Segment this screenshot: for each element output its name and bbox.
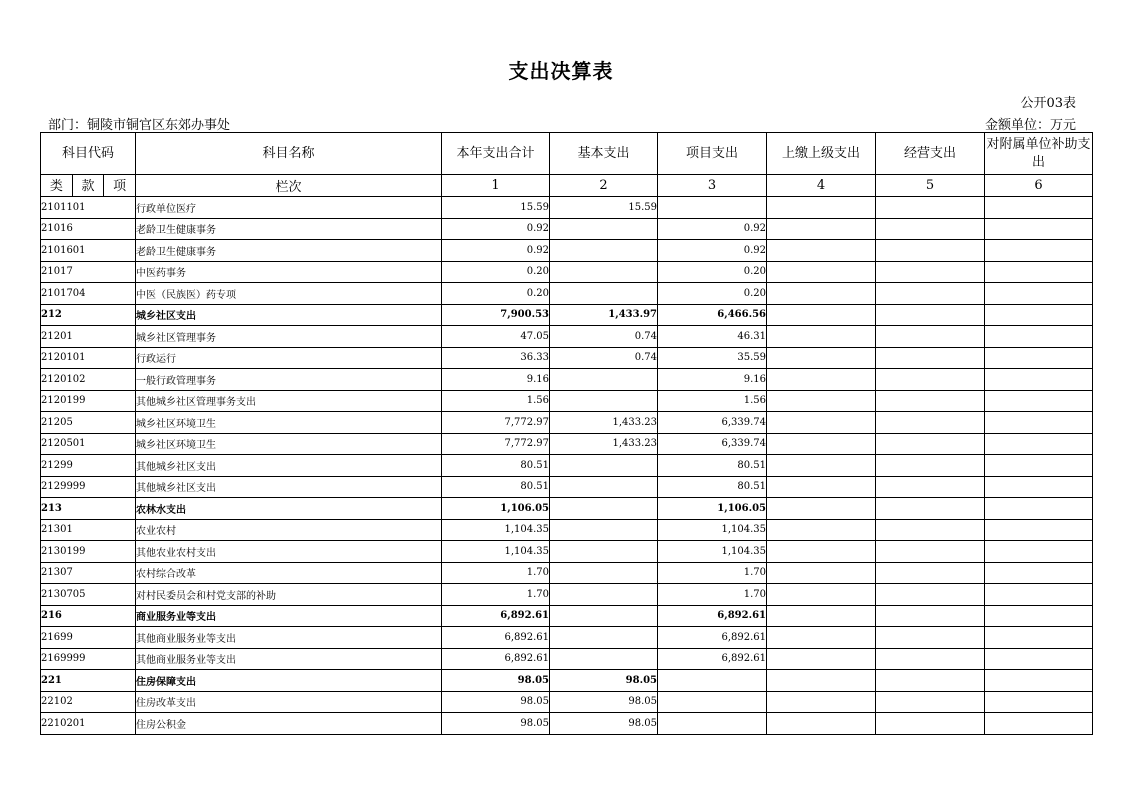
cell-basic xyxy=(550,369,658,391)
cell-project: 35.59 xyxy=(658,347,767,369)
cell-total: 47.05 xyxy=(442,326,550,348)
expenditure-table xyxy=(40,132,1093,735)
cell-upper xyxy=(767,261,876,283)
col-header-basic: 基本支出 xyxy=(550,133,658,175)
table-row xyxy=(41,648,1093,670)
cell-name: 其他城乡社区支出 xyxy=(136,455,442,477)
column-index-row xyxy=(41,175,1093,197)
cell-subsidy xyxy=(985,455,1093,477)
cell-subsidy xyxy=(985,433,1093,455)
table-row xyxy=(41,240,1093,262)
col-index-4: 4 xyxy=(767,175,876,197)
cell-code: 22102 xyxy=(41,691,136,713)
cell-name: 其他农业农村支出 xyxy=(136,541,442,563)
cell-subsidy xyxy=(985,605,1093,627)
cell-name: 农业农村 xyxy=(136,519,442,541)
cell-subsidy xyxy=(985,240,1093,262)
cell-code: 216 xyxy=(41,605,136,627)
cell-total: 98.05 xyxy=(442,691,550,713)
cell-project: 1.56 xyxy=(658,390,767,412)
cell-name: 行政单位医疗 xyxy=(136,197,442,219)
cell-project: 80.51 xyxy=(658,455,767,477)
cell-code: 221 xyxy=(41,670,136,692)
cell-basic: 0.74 xyxy=(550,326,658,348)
cell-name: 商业服务业等支出 xyxy=(136,605,442,627)
cell-business xyxy=(876,627,985,649)
cell-business xyxy=(876,476,985,498)
table-row xyxy=(41,218,1093,240)
cell-subsidy xyxy=(985,691,1093,713)
cell-subsidy xyxy=(985,541,1093,563)
cell-subsidy xyxy=(985,713,1093,735)
cell-name: 城乡社区环境卫生 xyxy=(136,433,442,455)
cell-business xyxy=(876,541,985,563)
cell-code: 2101601 xyxy=(41,240,136,262)
cell-basic: 98.05 xyxy=(550,670,658,692)
cell-subsidy xyxy=(985,304,1093,326)
cell-business xyxy=(876,326,985,348)
cell-code: 2130199 xyxy=(41,541,136,563)
cell-total: 9.16 xyxy=(442,369,550,391)
cell-project xyxy=(658,197,767,219)
cell-business xyxy=(876,498,985,520)
cell-name: 其他商业服务业等支出 xyxy=(136,627,442,649)
cell-code: 2210201 xyxy=(41,713,136,735)
cell-subsidy xyxy=(985,476,1093,498)
table-row xyxy=(41,347,1093,369)
cell-upper xyxy=(767,433,876,455)
cell-upper xyxy=(767,648,876,670)
cell-project: 0.20 xyxy=(658,261,767,283)
cell-project xyxy=(658,691,767,713)
cell-project: 1,104.35 xyxy=(658,541,767,563)
cell-code: 2120101 xyxy=(41,347,136,369)
cell-business xyxy=(876,390,985,412)
department-label: 部门：铜陵市铜官区东郊办事处 xyxy=(48,118,231,133)
cell-project: 1.70 xyxy=(658,562,767,584)
lei-kuan-xiang-cell xyxy=(41,175,136,197)
cell-basic: 98.05 xyxy=(550,691,658,713)
cell-business xyxy=(876,240,985,262)
cell-basic xyxy=(550,648,658,670)
cell-code: 213 xyxy=(41,498,136,520)
cell-basic xyxy=(550,476,658,498)
cell-upper xyxy=(767,541,876,563)
cell-project: 0.92 xyxy=(658,218,767,240)
cell-upper xyxy=(767,455,876,477)
cell-subsidy xyxy=(985,347,1093,369)
cell-basic: 1,433.97 xyxy=(550,304,658,326)
table-row xyxy=(41,541,1093,563)
col-header-upper: 上缴上级支出 xyxy=(767,133,876,175)
cell-business xyxy=(876,670,985,692)
table-row xyxy=(41,326,1093,348)
cell-upper xyxy=(767,197,876,219)
cell-code: 21307 xyxy=(41,562,136,584)
cell-project: 6,466.56 xyxy=(658,304,767,326)
cell-basic xyxy=(550,584,658,606)
cell-name: 一般行政管理事务 xyxy=(136,369,442,391)
cell-project: 6,339.74 xyxy=(658,433,767,455)
cell-upper xyxy=(767,390,876,412)
cell-basic xyxy=(550,218,658,240)
table-row xyxy=(41,455,1093,477)
cell-subsidy xyxy=(985,498,1093,520)
cell-upper xyxy=(767,519,876,541)
cell-business xyxy=(876,197,985,219)
cell-upper xyxy=(767,713,876,735)
cell-total: 6,892.61 xyxy=(442,605,550,627)
cell-name: 城乡社区环境卫生 xyxy=(136,412,442,434)
cell-name: 城乡社区支出 xyxy=(136,304,442,326)
cell-total: 6,892.61 xyxy=(442,648,550,670)
cell-upper xyxy=(767,218,876,240)
xiang-label: 项 xyxy=(103,175,135,196)
cell-business xyxy=(876,562,985,584)
cell-upper xyxy=(767,476,876,498)
table-row xyxy=(41,390,1093,412)
cell-upper xyxy=(767,562,876,584)
cell-code: 21699 xyxy=(41,627,136,649)
cell-name: 住房公积金 xyxy=(136,713,442,735)
cell-name: 对村民委员会和村党支部的补助 xyxy=(136,584,442,606)
cell-total: 1,104.35 xyxy=(442,519,550,541)
cell-code: 2169999 xyxy=(41,648,136,670)
cell-project: 80.51 xyxy=(658,476,767,498)
cell-business xyxy=(876,304,985,326)
cell-code: 21016 xyxy=(41,218,136,240)
cell-subsidy xyxy=(985,519,1093,541)
cell-basic: 1,433.23 xyxy=(550,433,658,455)
col-header-business: 经营支出 xyxy=(876,133,985,175)
cell-upper xyxy=(767,584,876,606)
cell-total: 1.70 xyxy=(442,562,550,584)
col-header-code: 科目代码 xyxy=(41,133,136,175)
cell-business xyxy=(876,584,985,606)
table-row xyxy=(41,476,1093,498)
cell-code: 21205 xyxy=(41,412,136,434)
cell-name: 行政运行 xyxy=(136,347,442,369)
page-title: 支出决算表 xyxy=(508,59,614,83)
cell-basic xyxy=(550,541,658,563)
cell-basic xyxy=(550,519,658,541)
cell-basic xyxy=(550,455,658,477)
cell-business xyxy=(876,648,985,670)
cell-project: 6,339.74 xyxy=(658,412,767,434)
col-index-1: 1 xyxy=(442,175,550,197)
col-index-6: 6 xyxy=(985,175,1093,197)
cell-code: 2130705 xyxy=(41,584,136,606)
cell-subsidy xyxy=(985,369,1093,391)
cell-basic xyxy=(550,498,658,520)
cell-project: 9.16 xyxy=(658,369,767,391)
cell-total: 0.20 xyxy=(442,283,550,305)
cell-upper xyxy=(767,498,876,520)
header-row xyxy=(41,133,1093,175)
table-row xyxy=(41,412,1093,434)
cell-business xyxy=(876,218,985,240)
cell-total: 80.51 xyxy=(442,455,550,477)
cell-basic: 15.59 xyxy=(550,197,658,219)
cell-basic: 98.05 xyxy=(550,713,658,735)
cell-total: 1,104.35 xyxy=(442,541,550,563)
cell-basic: 0.74 xyxy=(550,347,658,369)
cell-subsidy xyxy=(985,670,1093,692)
cell-project xyxy=(658,670,767,692)
table-row xyxy=(41,562,1093,584)
cell-code: 2101101 xyxy=(41,197,136,219)
table-row xyxy=(41,498,1093,520)
cell-upper xyxy=(767,304,876,326)
cell-subsidy xyxy=(985,218,1093,240)
cell-total: 7,772.97 xyxy=(442,433,550,455)
cell-name: 中医药事务 xyxy=(136,261,442,283)
cell-name: 老龄卫生健康事务 xyxy=(136,218,442,240)
cell-subsidy xyxy=(985,412,1093,434)
cell-business xyxy=(876,713,985,735)
cell-name: 住房保障支出 xyxy=(136,670,442,692)
cell-subsidy xyxy=(985,326,1093,348)
cell-name: 其他商业服务业等支出 xyxy=(136,648,442,670)
cell-upper xyxy=(767,369,876,391)
cell-total: 98.05 xyxy=(442,713,550,735)
lanci-label: 栏次 xyxy=(136,175,442,197)
cell-total: 7,772.97 xyxy=(442,412,550,434)
cell-code: 21201 xyxy=(41,326,136,348)
table-row xyxy=(41,670,1093,692)
col-index-5: 5 xyxy=(876,175,985,197)
cell-project: 1,106.05 xyxy=(658,498,767,520)
col-index-3: 3 xyxy=(658,175,767,197)
col-index-2: 2 xyxy=(550,175,658,197)
cell-upper xyxy=(767,326,876,348)
cell-upper xyxy=(767,627,876,649)
table-row xyxy=(41,197,1093,219)
cell-business xyxy=(876,369,985,391)
table-row xyxy=(41,691,1093,713)
cell-name: 老龄卫生健康事务 xyxy=(136,240,442,262)
cell-project xyxy=(658,713,767,735)
table-row xyxy=(41,304,1093,326)
cell-project: 1,104.35 xyxy=(658,519,767,541)
table-body xyxy=(41,197,1093,735)
cell-basic xyxy=(550,627,658,649)
cell-project: 0.20 xyxy=(658,283,767,305)
cell-project: 46.31 xyxy=(658,326,767,348)
cell-total: 7,900.53 xyxy=(442,304,550,326)
cell-project: 6,892.61 xyxy=(658,627,767,649)
cell-upper xyxy=(767,605,876,627)
cell-business xyxy=(876,412,985,434)
cell-basic xyxy=(550,261,658,283)
table-row xyxy=(41,261,1093,283)
cell-name: 农林水支出 xyxy=(136,498,442,520)
form-number: 公开03表 xyxy=(1020,96,1076,111)
cell-basic xyxy=(550,562,658,584)
table-row xyxy=(41,433,1093,455)
cell-basic xyxy=(550,240,658,262)
cell-business xyxy=(876,347,985,369)
cell-total: 36.33 xyxy=(442,347,550,369)
col-header-total: 本年支出合计 xyxy=(442,133,550,175)
cell-upper xyxy=(767,670,876,692)
cell-total: 15.59 xyxy=(442,197,550,219)
kuan-label: 款 xyxy=(72,175,104,196)
table-row xyxy=(41,283,1093,305)
cell-subsidy xyxy=(985,562,1093,584)
table-row xyxy=(41,519,1093,541)
cell-subsidy xyxy=(985,283,1093,305)
cell-subsidy xyxy=(985,584,1093,606)
cell-name: 城乡社区管理事务 xyxy=(136,326,442,348)
cell-business xyxy=(876,691,985,713)
cell-business xyxy=(876,261,985,283)
cell-subsidy xyxy=(985,627,1093,649)
cell-upper xyxy=(767,283,876,305)
cell-project: 1.70 xyxy=(658,584,767,606)
cell-total: 1,106.05 xyxy=(442,498,550,520)
cell-name: 其他城乡社区管理事务支出 xyxy=(136,390,442,412)
cell-basic: 1,433.23 xyxy=(550,412,658,434)
cell-code: 2120199 xyxy=(41,390,136,412)
cell-total: 80.51 xyxy=(442,476,550,498)
cell-basic xyxy=(550,390,658,412)
cell-total: 98.05 xyxy=(442,670,550,692)
cell-project: 0.92 xyxy=(658,240,767,262)
cell-name: 住房改革支出 xyxy=(136,691,442,713)
table-row xyxy=(41,627,1093,649)
cell-business xyxy=(876,433,985,455)
cell-code: 21301 xyxy=(41,519,136,541)
table-row xyxy=(41,369,1093,391)
cell-upper xyxy=(767,691,876,713)
col-header-name: 科目名称 xyxy=(136,133,442,175)
cell-business xyxy=(876,283,985,305)
cell-subsidy xyxy=(985,261,1093,283)
cell-name: 农村综合改革 xyxy=(136,562,442,584)
cell-code: 212 xyxy=(41,304,136,326)
cell-code: 2120102 xyxy=(41,369,136,391)
table-row xyxy=(41,584,1093,606)
col-header-subsidy: 对附属单位补助支出 xyxy=(985,133,1093,175)
cell-name: 中医（民族医）药专项 xyxy=(136,283,442,305)
cell-total: 0.92 xyxy=(442,240,550,262)
cell-total: 6,892.61 xyxy=(442,627,550,649)
cell-total: 0.92 xyxy=(442,218,550,240)
cell-total: 0.20 xyxy=(442,261,550,283)
cell-code: 2129999 xyxy=(41,476,136,498)
cell-subsidy xyxy=(985,390,1093,412)
cell-subsidy xyxy=(985,197,1093,219)
cell-code: 21017 xyxy=(41,261,136,283)
lei-label: 类 xyxy=(49,179,63,194)
cell-code: 21299 xyxy=(41,455,136,477)
cell-basic xyxy=(550,283,658,305)
cell-upper xyxy=(767,240,876,262)
cell-project: 6,892.61 xyxy=(658,648,767,670)
table-row xyxy=(41,713,1093,735)
table-row xyxy=(41,605,1093,627)
cell-business xyxy=(876,519,985,541)
cell-code: 2120501 xyxy=(41,433,136,455)
cell-name: 其他城乡社区支出 xyxy=(136,476,442,498)
cell-total: 1.70 xyxy=(442,584,550,606)
amount-unit-label: 金额单位：万元 xyxy=(984,118,1076,133)
cell-project: 6,892.61 xyxy=(658,605,767,627)
cell-business xyxy=(876,455,985,477)
cell-subsidy xyxy=(985,648,1093,670)
cell-basic xyxy=(550,605,658,627)
cell-business xyxy=(876,605,985,627)
cell-code: 2101704 xyxy=(41,283,136,305)
col-header-project: 项目支出 xyxy=(658,133,767,175)
cell-total: 1.56 xyxy=(442,390,550,412)
cell-upper xyxy=(767,412,876,434)
cell-upper xyxy=(767,347,876,369)
